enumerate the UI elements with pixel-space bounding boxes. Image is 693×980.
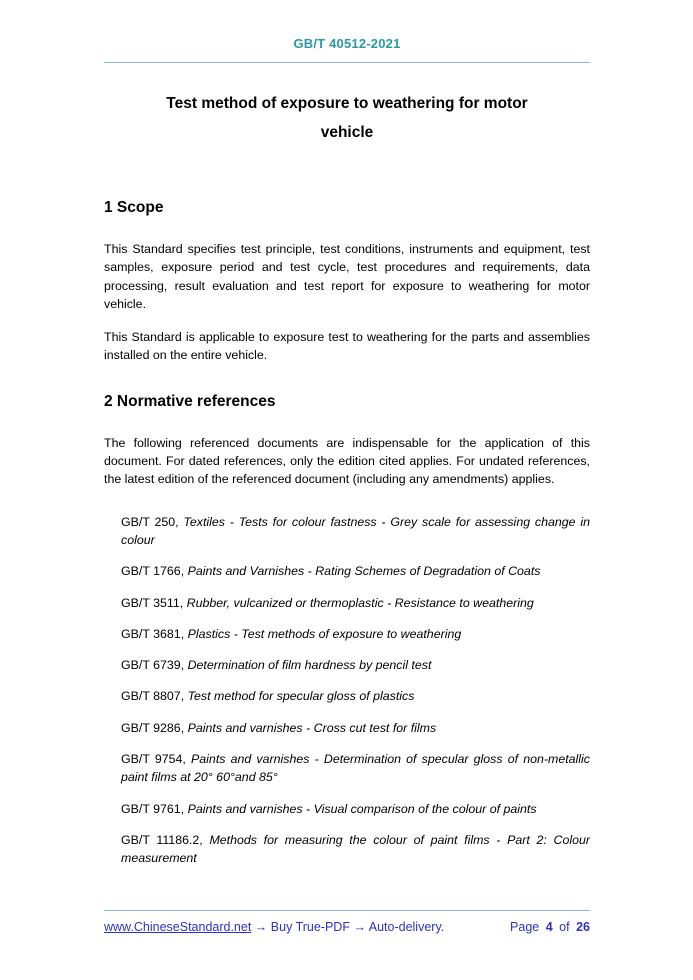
doc-title-line2: vehicle: [320, 124, 374, 141]
page-footer: [104, 910, 590, 934]
reference-item: [121, 513, 590, 550]
reference-code: GB/T 9761,: [121, 801, 185, 816]
reference-title: Paints and varnishes - Visual comparison of the colour of paints: [187, 801, 537, 816]
doc-title-line1: Test method of exposure to weathering for motor: [166, 95, 528, 112]
normative-paragraph-1: The following referenced documents are indispensable for the application of this document. For dated references, only the edition cited applies. For undated references, the latest edition of the referenced document (including any amendments) applies.: [104, 435, 590, 487]
footer-rule: [104, 910, 590, 911]
reference-code: GB/T 11186.2,: [121, 832, 203, 847]
page-current: 4: [545, 920, 553, 934]
arrow-right-icon: →: [353, 920, 366, 934]
reference-code: GB/T 8807,: [121, 689, 185, 704]
reference-code: GB/T 6739,: [121, 658, 185, 673]
reference-item: [121, 800, 590, 818]
reference-title: Paints and varnishes - Determination of specular gloss of non-metallic paint films at 20° 60°and 85°: [121, 752, 591, 785]
footer-link-line[interactable]: [104, 920, 444, 934]
doc-number: GB/T 40512-2021: [293, 36, 401, 51]
reference-code: GB/T 9286,: [121, 720, 185, 735]
reference-item: [121, 625, 590, 643]
section-heading-scope: 1 Scope: [104, 199, 164, 216]
reference-title: Textiles - Tests for colour fastness - Grey scale for assessing change in colour: [121, 514, 590, 547]
page-indicator: [510, 920, 590, 934]
reference-list: [104, 513, 590, 868]
reference-item: [121, 831, 590, 868]
reference-title: Determination of film hardness by pencil test: [187, 658, 432, 673]
scope-paragraph-2: This Standard is applicable to exposure test to weathering for the parts and assemblies installed on the entire vehicle.: [104, 330, 590, 363]
footer-site-link[interactable]: www.ChineseStandard.net: [104, 920, 252, 934]
reference-code: GB/T 9754,: [121, 752, 186, 767]
reference-item: [121, 594, 590, 612]
page-of-label: of: [559, 920, 570, 934]
reference-item: [121, 656, 590, 674]
reference-title: Paints and Varnishes - Rating Schemes of Degradation of Coats: [187, 564, 541, 579]
page-label: Page: [510, 920, 540, 934]
reference-item: [121, 562, 590, 580]
page-total: 26: [576, 920, 590, 934]
arrow-right-icon: →: [254, 920, 268, 934]
reference-item: [121, 750, 590, 787]
reference-title: Paints and varnishes - Cross cut test for films: [187, 720, 437, 735]
doc-title: [104, 89, 590, 147]
footer-delivery-text: Auto-delivery.: [368, 920, 445, 934]
reference-code: GB/T 250,: [121, 514, 179, 529]
reference-title: Plastics - Test methods of exposure to weathering: [187, 626, 462, 641]
reference-title: Methods for measuring the colour of paint films - Part 2: Colour measurement: [121, 832, 591, 866]
reference-title: Test method for specular gloss of plastics: [187, 689, 415, 704]
reference-code: GB/T 3681,: [121, 626, 185, 641]
footer-buy-text: Buy True-PDF: [270, 920, 350, 934]
header-rule: [104, 62, 590, 63]
reference-code: GB/T 1766,: [121, 564, 185, 579]
section-heading-normative: 2 Normative references: [104, 392, 276, 410]
reference-item: [121, 687, 590, 705]
reference-title: Rubber, vulcanized or thermoplastic - Resistance to weathering: [186, 595, 534, 610]
scope-paragraph-1: This Standard specifies test principle, test conditions, instruments and equipment, test samples, exposure period and test cycle, test procedures and requirements, data processing, result evaluation and test report for exposure to weathering for motor vehicle.: [104, 242, 590, 311]
reference-item: [121, 719, 590, 737]
reference-code: GB/T 3511,: [121, 595, 184, 610]
